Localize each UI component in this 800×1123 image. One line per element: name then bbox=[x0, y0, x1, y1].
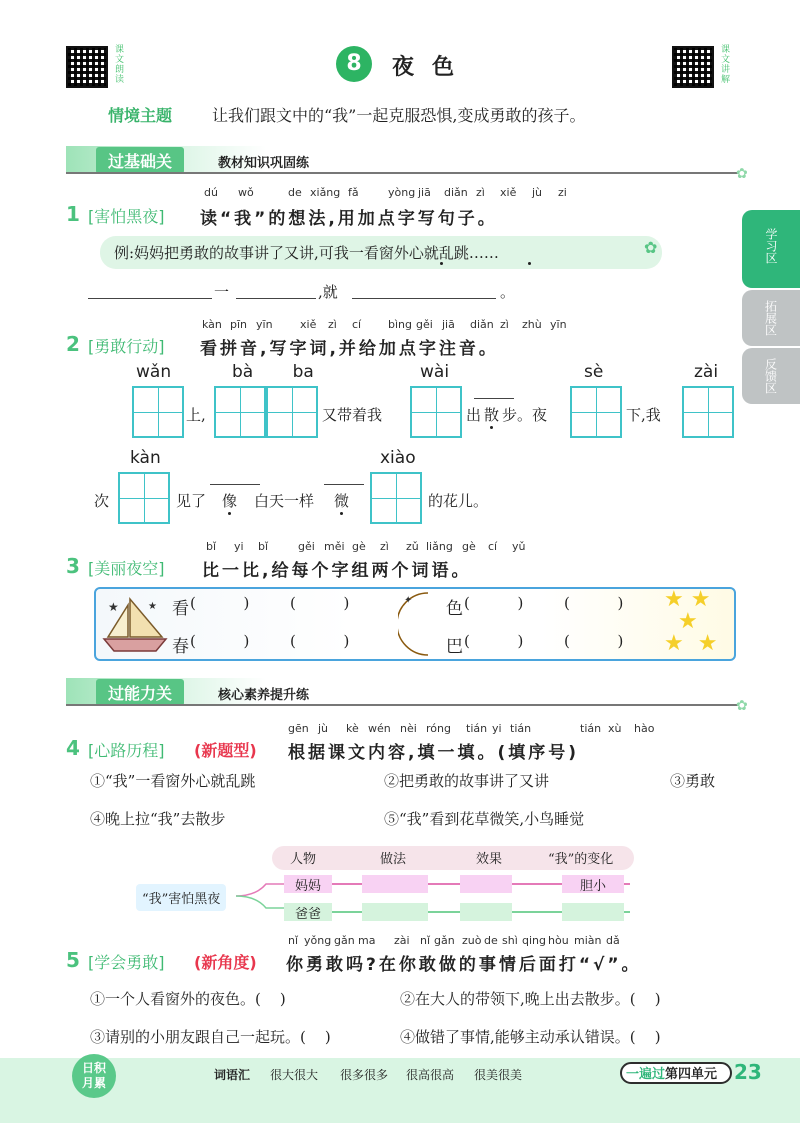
stars-icon: ★ ★ ★ ★ ★ bbox=[664, 587, 718, 656]
page-number: 23 bbox=[734, 1060, 762, 1084]
q4-pinyin: tián bbox=[510, 722, 532, 735]
q2-char-box[interactable] bbox=[410, 386, 462, 438]
q3-pinyin: gěi bbox=[298, 540, 315, 553]
q5-pinyin: de bbox=[484, 934, 498, 947]
q2-number: 2 bbox=[66, 332, 80, 356]
q3-char-chun: 春 bbox=[172, 637, 189, 657]
q4-answer-cell[interactable] bbox=[460, 875, 512, 893]
q4-cell-mom: 妈妈 bbox=[284, 875, 332, 893]
q2-pinyin: pīn bbox=[230, 318, 248, 331]
q2-pinyin-se: sè bbox=[584, 362, 604, 382]
q5-pinyin: hòu bbox=[548, 934, 569, 947]
svg-text:★: ★ bbox=[108, 600, 119, 614]
q5-pinyin: shì bbox=[502, 934, 518, 947]
section-ability-divider bbox=[66, 704, 738, 706]
lesson-number-badge: 8 bbox=[336, 46, 372, 82]
q2-pinyin-kan: kàn bbox=[130, 448, 161, 468]
q1-answer-blank[interactable] bbox=[236, 298, 316, 299]
q1-example: 例:妈妈把勇敢的故事讲了又讲,可我一看窗外心就乱跳…… bbox=[100, 236, 662, 269]
qr-label-right: 课文讲解 bbox=[719, 44, 729, 84]
q3-pinyin: bǐ bbox=[206, 540, 217, 553]
q2-text: 微 bbox=[334, 492, 350, 510]
q2-text: 出 bbox=[466, 406, 482, 424]
q1-blank-comma: ,就 bbox=[318, 283, 338, 301]
q2-pinyin: diǎn bbox=[470, 318, 494, 331]
q4-answer-cell[interactable] bbox=[460, 903, 512, 921]
q4-header-method: 做法 bbox=[380, 852, 407, 867]
q3-paren[interactable]: ( ) bbox=[290, 632, 350, 650]
q2-pinyin-wai: wài bbox=[420, 362, 450, 382]
q1-pinyin: wǒ bbox=[238, 186, 254, 199]
footer-vocab: 很多很多 bbox=[340, 1068, 389, 1082]
q3-prompt: 比一比,给每个字组两个词语。 bbox=[202, 561, 472, 581]
section-ability-subtitle: 核心素养提升练 bbox=[218, 688, 310, 703]
q2-pinyin-blank[interactable] bbox=[324, 484, 364, 485]
side-tab-extend-label: 拓展区 bbox=[763, 300, 778, 336]
q4-table-left: “我”害怕黑夜 bbox=[136, 884, 226, 911]
q1-pinyin: xiǎng bbox=[310, 186, 341, 199]
leaf-icon: ✿ bbox=[736, 166, 748, 182]
q4-option: ⑤“我”看到花草微笑,小鸟睡觉 bbox=[384, 810, 585, 828]
q5-pinyin: zài bbox=[394, 934, 410, 947]
q4-pinyin: xù bbox=[608, 722, 622, 735]
side-tab-study-label: 学习区 bbox=[764, 228, 778, 264]
q4-option: ③勇敢 bbox=[670, 772, 716, 790]
q4-pinyin: tián bbox=[466, 722, 488, 735]
lesson-title: 夜色 bbox=[392, 55, 473, 80]
q2-pinyin: yīn bbox=[550, 318, 567, 331]
q5-tag-new: (新角度) bbox=[194, 953, 257, 972]
q4-branch-lines bbox=[236, 876, 288, 916]
q2-char-box[interactable] bbox=[682, 386, 734, 438]
q5-pinyin: qing bbox=[522, 934, 546, 947]
q4-pinyin: kè bbox=[346, 722, 359, 735]
q2-text: 散 bbox=[484, 406, 500, 424]
q1-pinyin: jiā bbox=[418, 186, 431, 199]
q2-pinyin: kàn bbox=[202, 318, 222, 331]
q4-pinyin: yi bbox=[492, 722, 502, 735]
footer-vocab: 很大很大 bbox=[270, 1068, 319, 1082]
q3-paren[interactable]: ( ) bbox=[564, 594, 624, 612]
q3-char-kan: 看 bbox=[172, 599, 189, 619]
section-basic-title: 过基础关 bbox=[96, 147, 184, 174]
section-ability-title: 过能力关 bbox=[96, 679, 184, 706]
q2-tag: [勇敢行动] bbox=[88, 337, 165, 356]
footer-series-pill bbox=[620, 1062, 732, 1084]
q2-char-box[interactable] bbox=[570, 386, 622, 438]
svg-text:✦: ✦ bbox=[404, 595, 413, 606]
q5-pinyin: nǐ bbox=[420, 934, 431, 947]
q4-pinyin: nèi bbox=[400, 722, 417, 735]
footer-badge bbox=[72, 1054, 116, 1098]
q1-pinyin: jù bbox=[532, 186, 543, 199]
footer-vocab-label: 词语汇 bbox=[214, 1068, 251, 1082]
q5-pinyin: miàn bbox=[574, 934, 602, 947]
q1-pinyin: zì bbox=[476, 186, 485, 199]
q1-pinyin: yòng bbox=[388, 186, 416, 199]
q3-paren[interactable]: ( ) bbox=[464, 632, 524, 650]
q2-pinyin: bìng bbox=[388, 318, 412, 331]
q1-pinyin: de bbox=[288, 186, 302, 199]
q4-tag: [心路历程] bbox=[88, 741, 165, 760]
q5-tag: [学会勇敢] bbox=[88, 953, 165, 972]
footer-unit: 第四单元 bbox=[665, 1067, 718, 1082]
q2-text: 次 bbox=[94, 492, 110, 510]
qr-code-left[interactable] bbox=[66, 46, 108, 88]
q4-answer-cell[interactable] bbox=[362, 903, 428, 921]
q3-pinyin: bǐ bbox=[258, 540, 269, 553]
q4-cell-dad: 爸爸 bbox=[284, 903, 332, 921]
emphasis-dot bbox=[228, 512, 231, 515]
q2-pinyin: yīn bbox=[256, 318, 273, 331]
q2-pinyin-blank[interactable] bbox=[210, 484, 260, 485]
flower-icon: ✿ bbox=[644, 238, 658, 257]
q5-pinyin: gǎn bbox=[434, 934, 455, 947]
q1-answer-blank[interactable] bbox=[88, 298, 212, 299]
q3-char-se: 色 bbox=[446, 599, 463, 619]
q4-prompt: 根据课文内容,填一填。(填序号) bbox=[288, 743, 579, 763]
q2-prompt: 看拼音,写字词,并给加点字注音。 bbox=[200, 339, 499, 359]
side-tab-feedback[interactable] bbox=[742, 348, 800, 404]
q3-paren[interactable]: ( ) bbox=[190, 594, 250, 612]
q2-char-box[interactable] bbox=[132, 386, 184, 438]
emphasis-dot bbox=[440, 262, 443, 265]
q3-pinyin: cí bbox=[488, 540, 498, 553]
q4-number: 4 bbox=[66, 736, 80, 760]
q4-tag-new: (新题型) bbox=[194, 741, 257, 760]
q1-pinyin: xiě bbox=[500, 186, 517, 199]
q2-text: 步。夜 bbox=[502, 406, 548, 424]
svg-text:★: ★ bbox=[148, 601, 157, 612]
q4-option: ④晚上拉“我”去散步 bbox=[90, 810, 226, 828]
q3-number: 3 bbox=[66, 554, 80, 578]
q3-pinyin: gè bbox=[352, 540, 366, 553]
q5-item[interactable]: ②在大人的带领下,晚上出去散步。( ) bbox=[400, 990, 661, 1008]
q2-pinyin: xiě bbox=[300, 318, 317, 331]
q4-option: ①“我”一看窗外心就乱跳 bbox=[90, 772, 256, 790]
q3-paren[interactable]: ( ) bbox=[464, 594, 524, 612]
section-basic-divider bbox=[66, 172, 738, 174]
q5-item[interactable]: ①一个人看窗外的夜色。( ) bbox=[90, 990, 286, 1008]
q5-item[interactable]: ④做错了事情,能够主动承认错误。( ) bbox=[400, 1028, 661, 1046]
qr-code-right[interactable] bbox=[672, 46, 714, 88]
q3-pinyin: yi bbox=[234, 540, 244, 553]
q2-char-box[interactable] bbox=[370, 472, 422, 524]
qr-label-left: 课文朗读 bbox=[113, 44, 123, 84]
emphasis-dot bbox=[340, 512, 343, 515]
side-tab-study[interactable] bbox=[742, 210, 800, 288]
q4-option: ②把勇敢的故事讲了又讲 bbox=[384, 772, 550, 790]
q5-prompt: 你勇敢吗?在你敢做的事情后面打“√”。 bbox=[286, 955, 642, 975]
q5-pinyin: ma bbox=[358, 934, 376, 947]
q5-number: 5 bbox=[66, 948, 80, 972]
q2-pinyin-wan: wǎn bbox=[136, 362, 172, 382]
q1-answer-blank[interactable] bbox=[352, 298, 496, 299]
q2-char-box[interactable] bbox=[266, 386, 318, 438]
theme-text: 让我们跟文中的“我”一起克服恐惧,变成勇敢的孩子。 bbox=[212, 106, 586, 125]
q3-pinyin: zǔ bbox=[406, 540, 419, 553]
q4-pinyin: wén bbox=[368, 722, 391, 735]
q2-text: 下,我 bbox=[626, 406, 661, 424]
section-basic-subtitle: 教材知识巩固练 bbox=[218, 156, 310, 171]
side-tab-feedback-label: 反馈区 bbox=[763, 358, 778, 394]
q4-pinyin: hào bbox=[634, 722, 655, 735]
q3-pinyin: měi bbox=[324, 540, 345, 553]
q1-pinyin: dú bbox=[204, 186, 218, 199]
q5-pinyin: zuò bbox=[462, 934, 482, 947]
sailboat-icon bbox=[100, 591, 170, 657]
q2-pinyin-baba: bà ba bbox=[232, 362, 314, 382]
q4-pinyin: tián bbox=[580, 722, 602, 735]
q5-pinyin: nǐ bbox=[288, 934, 299, 947]
q2-text: 像 bbox=[222, 492, 238, 510]
footer-vocab: 很美很美 bbox=[474, 1068, 523, 1082]
q1-pinyin: diǎn bbox=[444, 186, 468, 199]
q4-pinyin: gēn bbox=[288, 722, 309, 735]
q3-pinyin: yǔ bbox=[512, 540, 526, 553]
q2-pinyin-blank[interactable] bbox=[474, 398, 514, 399]
q3-char-ba: 巴 bbox=[446, 637, 463, 657]
side-tabs bbox=[742, 210, 800, 400]
q1-pinyin: zi bbox=[558, 186, 567, 199]
q2-text: 的花儿。 bbox=[428, 492, 489, 510]
q5-pinyin: yǒng bbox=[304, 934, 332, 947]
q4-pinyin: jù bbox=[318, 722, 329, 735]
emphasis-dot bbox=[528, 262, 531, 265]
q3-pinyin: liǎng bbox=[426, 540, 453, 553]
q4-header-effect: 效果 bbox=[476, 852, 503, 867]
q1-tag: [害怕黑夜] bbox=[88, 207, 165, 226]
q2-pinyin-xiao: xiào bbox=[380, 448, 416, 468]
q2-char-box[interactable] bbox=[214, 386, 266, 438]
q3-paren[interactable]: ( ) bbox=[564, 632, 624, 650]
q1-prompt: 读“我”的想法,用加点字写句子。 bbox=[200, 209, 498, 229]
q4-header-change: “我”的变化 bbox=[548, 852, 614, 867]
q2-text: 见了 bbox=[176, 492, 207, 510]
q2-pinyin: zì bbox=[500, 318, 509, 331]
q2-pinyin: zhù bbox=[522, 318, 542, 331]
q4-answer-cell[interactable] bbox=[562, 903, 624, 921]
q2-pinyin: cí bbox=[352, 318, 362, 331]
q2-text: 又带着我 bbox=[322, 406, 383, 424]
q2-pinyin: zì bbox=[328, 318, 337, 331]
q4-answer-cell[interactable] bbox=[362, 875, 428, 893]
q1-blank-mid: 一 bbox=[214, 283, 230, 301]
q2-pinyin: jiā bbox=[442, 318, 455, 331]
q2-pinyin-zai: zài bbox=[694, 362, 719, 382]
q4-header-person: 人物 bbox=[290, 852, 317, 867]
q4-pinyin: róng bbox=[426, 722, 451, 735]
side-tab-extend[interactable] bbox=[742, 290, 800, 346]
q2-pinyin: gěi bbox=[416, 318, 433, 331]
q1-number: 1 bbox=[66, 202, 80, 226]
q1-pinyin: fǎ bbox=[348, 186, 359, 199]
footer-series: 一遍过 bbox=[626, 1067, 666, 1082]
q1-blank-end: 。 bbox=[500, 283, 516, 301]
emphasis-dot bbox=[490, 426, 493, 429]
q3-paren[interactable]: ( ) bbox=[290, 594, 350, 612]
q5-item[interactable]: ③请别的小朋友跟自己一起玩。( ) bbox=[90, 1028, 331, 1046]
footer-badge-label: 日积月累 bbox=[81, 1061, 106, 1090]
q2-char-box[interactable] bbox=[118, 472, 170, 524]
q3-paren[interactable]: ( ) bbox=[190, 632, 250, 650]
q3-pinyin: gè bbox=[462, 540, 476, 553]
q5-pinyin: dǎ bbox=[606, 934, 620, 947]
footer-vocab: 很高很高 bbox=[406, 1068, 455, 1082]
q2-text: 白天一样 bbox=[254, 492, 315, 510]
q5-pinyin: gǎn bbox=[334, 934, 355, 947]
q3-tag: [美丽夜空] bbox=[88, 559, 165, 578]
q3-pinyin: zì bbox=[380, 540, 389, 553]
leaf-icon: ✿ bbox=[736, 698, 748, 714]
q4-cell-timid: 胆小 bbox=[562, 875, 624, 893]
theme-label: 情境主题 bbox=[108, 106, 173, 125]
q2-text: 上, bbox=[186, 406, 206, 424]
